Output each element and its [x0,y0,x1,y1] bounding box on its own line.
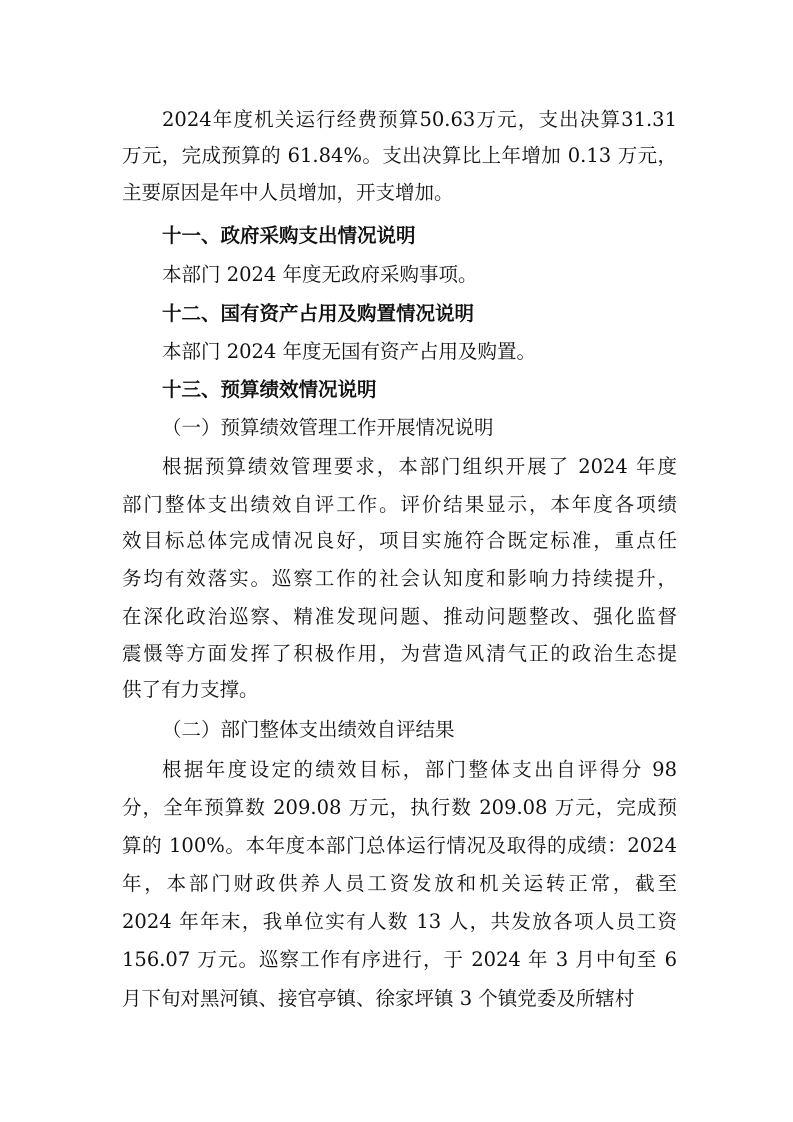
text-line: 十一、政府采购支出情况说明 [162,224,416,247]
text-line: 万元，完成预算的 61.84%。支出决算比上年增加 0.13 万元， [122,144,677,167]
text-line: （二）部门整体支出绩效自评结果 [162,718,455,741]
text-line: 本部门 2024 年度无国有资产占用及购置。 [162,340,537,363]
text-line: 2024 年年末，我单位实有人数 13 人，共发放各项人员工资 [122,910,677,933]
text-line: 部门整体支出绩效自评工作。评价结果显示，本年度各项绩 [122,493,677,516]
text-line: 156.07 万元。巡察工作有序进行，于 2024 年 3 月中旬至 6 [122,948,677,971]
text-line: 震慑等方面发挥了积极作用，为营造风清气正的政治生态提 [122,642,677,665]
text-line: （一）预算绩效管理工作开展情况说明 [162,416,494,439]
text-line: 效目标总体完成情况良好，项目实施符合既定标准，重点任 [122,529,677,552]
text-line: 算的 100%。本年度本部门总体运行情况及取得的成绩：2024 [122,834,677,857]
text-line: 年，本部门财政供养人员工资发放和机关运转正常，截至 [122,872,677,895]
text-line: 主要原因是年中人员增加，开支增加。 [122,181,454,204]
text-line: 供了有力支撑。 [122,678,259,701]
text-line: 在深化政治巡察、精准发现问题、推动问题整改、强化监督 [122,605,677,628]
text-line: 本部门 2024 年度无政府采购事项。 [162,263,478,286]
text-line: 十三、预算绩效情况说明 [162,378,377,401]
text-line: 2024年度机关运行经费预算50.63万元，支出决算31.31 [162,108,677,131]
text-line: 根据预算绩效管理要求，本部门组织开展了 2024 年度 [162,455,677,478]
text-line: 十二、国有资产占用及购置情况说明 [162,302,475,325]
text-line: 月下旬对黑河镇、接官亭镇、徐家坪镇 3 个镇党委及所辖村 [122,987,635,1010]
text-line: 分，全年预算数 209.08 万元，执行数 209.08 万元，完成预 [122,796,677,819]
text-line: 根据年度设定的绩效目标，部门整体支出自评得分 98 [162,758,677,781]
text-line: 务均有效落实。巡察工作的社会认知度和影响力持续提升， [122,567,677,590]
